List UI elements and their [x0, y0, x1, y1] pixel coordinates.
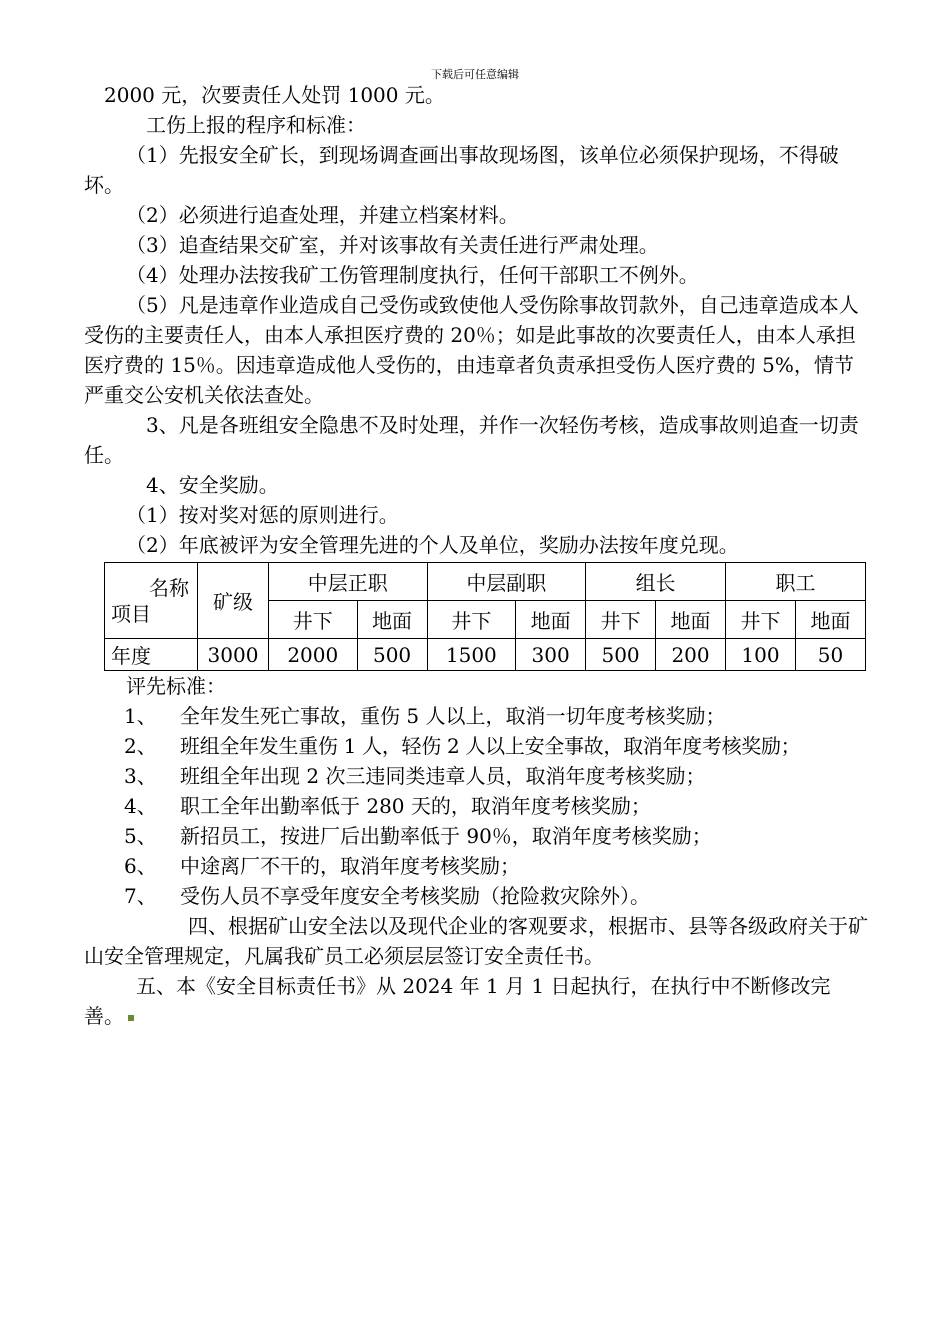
paragraph: 4、安全奖励。 — [146, 473, 279, 497]
paragraph: （2）年底被评为安全管理先进的个人及单位，奖励办法按年度兑现。 — [126, 533, 739, 557]
table-cell: 100 — [726, 639, 796, 671]
paragraph: 2000 元，次要责任人处罚 1000 元。 — [104, 83, 445, 107]
list-item: 4、 职工全年出勤率低于 280 天的，取消年度考核奖励； — [124, 794, 651, 818]
paragraph: （1）先报安全矿长，到现场调查画出事故现场图，该单位必须保护现场，不得破坏。 — [84, 143, 839, 197]
table-row-label: 年度 — [105, 639, 198, 671]
table-corner-cell: 名称 项目 — [105, 563, 198, 639]
table-sub-header: 地面 — [516, 601, 586, 639]
paragraph: 3、凡是各班组安全隐患不及时处理，并作一次轻伤考核，造成事故则追查一切责任。 — [84, 413, 859, 467]
table-cell: 1500 — [427, 639, 516, 671]
table-sub-header: 井下 — [269, 601, 358, 639]
table-cell: 500 — [357, 639, 427, 671]
table-cell: 300 — [516, 639, 586, 671]
table-header-mine: 矿级 — [198, 563, 269, 639]
list-item: 7、 受伤人员不享受年度安全考核奖励（抢险救灾除外）。 — [124, 884, 650, 908]
paragraph: 工伤上报的程序和标准： — [146, 113, 366, 137]
table-cell: 3000 — [198, 639, 269, 671]
list-item: 2、 班组全年发生重伤 1 人，轻伤 2 人以上安全事故，取消年度考核奖励； — [124, 734, 801, 758]
paragraph: （1）按对奖对惩的原则进行。 — [126, 503, 399, 527]
criteria-title: 评先标准： — [126, 674, 226, 698]
table-group-header: 职工 — [726, 563, 866, 601]
table-cell: 500 — [586, 639, 656, 671]
paragraph: （4）处理办法按我矿工伤管理制度执行，任何干部职工不例外。 — [126, 263, 699, 287]
table-sub-header: 地面 — [357, 601, 427, 639]
list-item: 1、 全年发生死亡事故，重伤 5 人以上，取消一切年度考核奖励； — [124, 704, 726, 728]
table-sub-header: 地面 — [656, 601, 726, 639]
table-group-header: 组长 — [586, 563, 726, 601]
document-body — [84, 80, 868, 1031]
table-cell: 50 — [796, 639, 866, 671]
table-group-header: 中层正职 — [269, 563, 428, 601]
table-sub-header: 井下 — [726, 601, 796, 639]
paragraph: （3）追查结果交矿室，并对该事故有关责任进行严肃处理。 — [126, 233, 659, 257]
list-item: 5、 新招员工，按进厂后出勤率低于 90％，取消年度考核奖励； — [124, 824, 712, 848]
list-item: 6、 中途离厂不干的，取消年度考核奖励； — [124, 854, 520, 878]
table-sub-header: 地面 — [796, 601, 866, 639]
text-cursor-marker — [128, 1015, 134, 1021]
award-table — [104, 562, 866, 671]
paragraph: 五、本《安全目标责任书》从 2024 年 1 月 1 日起执行，在执行中不断修改完善。 — [84, 974, 831, 1028]
header-note: 下载后可任意编辑 — [431, 68, 519, 81]
table-cell: 2000 — [269, 639, 358, 671]
table-group-header: 中层副职 — [427, 563, 586, 601]
paragraph: 四、根据矿山安全法以及现代企业的客观要求，根据市、县等各级政府关于矿山安全管理规定，凡属我矿员工必须层层签订安全责任书。 — [84, 914, 868, 968]
table-cell: 200 — [656, 639, 726, 671]
table-sub-header: 井下 — [427, 601, 516, 639]
table-sub-header: 井下 — [586, 601, 656, 639]
paragraph: （2）必须进行追查处理，并建立档案材料。 — [126, 203, 519, 227]
list-item: 3、 班组全年出现 2 次三违同类违章人员，取消年度考核奖励； — [124, 764, 706, 788]
paragraph: （5）凡是违章作业造成自己受伤或致使他人受伤除事故罚款外，自己违章造成本人受伤的主要责任人，由本人承担医疗费的 20％；如是此事故的次要责任人，由本人承担医疗费的 15％。因违章造成他人受伤的，由违章者负责承担受伤人医疗费的 5%，情节严重交公安机关依法查处。 — [84, 293, 859, 407]
